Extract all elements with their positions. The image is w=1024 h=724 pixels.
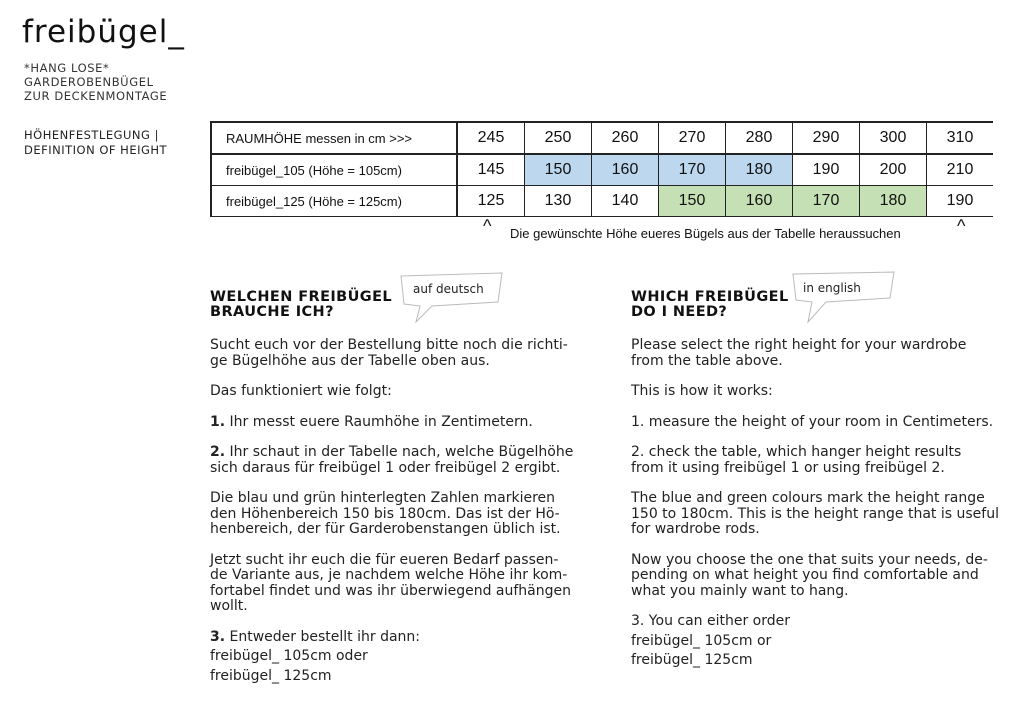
step-2 [210, 445, 580, 476]
hanger-cell: 130 [525, 186, 592, 217]
paragraph [210, 338, 580, 369]
option: freibügel_ 125cm [631, 652, 753, 668]
hanger-cell: 190 [793, 154, 860, 186]
section-title [24, 128, 167, 158]
step-1: 1. measure the height of your room in Centimeters. [631, 413, 994, 430]
hanger-cell: 210 [927, 154, 994, 186]
option: freibügel_ 125cm [210, 667, 332, 684]
caret-marker: ^ [957, 216, 966, 236]
paragraph [631, 338, 1001, 369]
tagline-line: GARDEROBENBÜGEL [24, 75, 154, 89]
step-number: 1. [210, 413, 226, 430]
title-line: WHICH FREIBÜGEL [631, 289, 789, 305]
title-line: BRAUCHE ICH? [210, 304, 334, 320]
section-title-line: DEFINITION OF HEIGHT [24, 143, 168, 157]
text-line: Please select the right height for your wardrobe [631, 337, 967, 353]
step-1 [210, 415, 580, 431]
brand-logo: freibügel_ [22, 14, 185, 50]
text-line: Die blau und grün hinterlegten Zahlen markieren [210, 490, 556, 506]
text-line: Ihr messt euere Raumhöhe in Zentimetern. [225, 413, 533, 430]
table-row [211, 186, 993, 217]
hanger-cell: 145 [457, 154, 525, 186]
text-line: 150 to 180cm. This is the height range that is useful [631, 505, 999, 522]
paragraph: Das funktioniert wie folgt: [210, 383, 392, 399]
step-number: 2. [210, 444, 226, 460]
room-height-cell: 290 [793, 122, 860, 154]
text-line: wollt. [210, 598, 248, 614]
text-line: de Variante aus, je nachdem welche Höhe ihr kom- [210, 567, 568, 583]
text-line: Jetzt sucht ihr euch die für eueren Bedarf passen- [210, 551, 559, 568]
room-height-cell: 300 [860, 122, 927, 154]
hanger-cell: 200 [860, 154, 927, 186]
english-column [631, 290, 1001, 673]
caret-marker: ^ [483, 216, 492, 236]
row-label: freibügel_105 (Höhe = 105cm) [211, 154, 457, 186]
hanger-cell-highlight: 170 [659, 154, 726, 186]
hanger-cell: 140 [592, 186, 659, 217]
step-2 [631, 445, 1001, 476]
table-row [211, 154, 993, 186]
hanger-cell-highlight: 180 [860, 186, 927, 217]
text-line: 2. check the table, which hanger height results [631, 444, 962, 460]
tagline-line: ZUR DECKENMONTAGE [24, 89, 168, 103]
text-line: den Höhenbereich 150 bis 180cm. Das ist der Hö- [210, 505, 560, 522]
paragraph [631, 491, 1001, 538]
room-height-cell: 270 [659, 122, 726, 154]
room-height-cell: 245 [457, 122, 525, 154]
text-line: ge Bügelhöhe aus der Tabelle oben aus. [210, 352, 490, 369]
text-line: Sucht euch vor der Bestellung bitte noch die richti- [210, 337, 568, 353]
step-3: 3. You can either order [631, 613, 791, 629]
tagline [24, 61, 167, 103]
room-height-cell: 260 [592, 122, 659, 154]
text-line: Now you choose the one that suits your needs, de- [631, 551, 988, 568]
hanger-cell-highlight: 160 [592, 154, 659, 186]
option: freibügel_ 105cm or [631, 632, 772, 649]
paragraph [631, 553, 1001, 600]
tagline-line: *HANG LOSE* [24, 61, 110, 75]
room-height-cell: 250 [525, 122, 592, 154]
room-height-cell: 310 [927, 122, 994, 154]
text-line: pending on what height you find comfortable and [631, 567, 979, 583]
paragraph: This is how it works: [631, 383, 773, 399]
section-title-line: HÖHENFESTLEGUNG | [24, 128, 159, 142]
text-line: Ihr schaut in der Tabelle nach, welche Bügelhöhe [225, 444, 574, 460]
text-line: Entweder bestellt ihr dann: [225, 628, 421, 645]
text-line: henbereich, der für Garderobenstangen üblich ist. [210, 521, 561, 537]
table-note: Die gewünschte Höhe eueres Bügels aus der Tabelle heraussuchen [510, 226, 901, 241]
text-line: The blue and green colours mark the height range [631, 490, 985, 506]
hanger-cell-highlight: 180 [726, 154, 793, 186]
title-line: DO I NEED? [631, 304, 728, 320]
text-line: from it using freibügel 1 or using freibügel 2. [631, 459, 945, 476]
text-line: sich daraus für freibügel 1 oder freibügel 2 ergibt. [210, 459, 561, 476]
room-height-cell: 280 [726, 122, 793, 154]
row-label: freibügel_125 (Höhe = 125cm) [211, 186, 457, 217]
step-number: 3. [210, 628, 226, 645]
paragraph [210, 553, 580, 615]
text-line: from the table above. [631, 352, 783, 369]
text-line: fortabel findet und was ihr überwiegend aufhängen [210, 582, 571, 599]
step-3 [210, 630, 580, 646]
option: freibügel_ 105cm oder [210, 648, 368, 664]
german-title [210, 290, 580, 320]
english-title [631, 290, 1001, 320]
bubble-label-en: in english [803, 281, 861, 295]
text-line: what you mainly want to hang. [631, 582, 849, 599]
hanger-cell-highlight: 160 [726, 186, 793, 217]
text-line: for wardrobe rods. [631, 521, 760, 537]
german-column [210, 290, 580, 688]
height-table [210, 121, 993, 217]
title-line: WELCHEN FREIBÜGEL [210, 289, 393, 305]
hanger-cell-highlight: 170 [793, 186, 860, 217]
header-label: RAUMHÖHE messen in cm >>> [211, 122, 457, 154]
hanger-cell: 190 [927, 186, 994, 217]
hanger-cell-highlight: 150 [525, 154, 592, 186]
table-header-row [211, 122, 993, 154]
hanger-cell-highlight: 150 [659, 186, 726, 217]
bubble-label-de: auf deutsch [413, 282, 484, 296]
hanger-cell: 125 [457, 186, 525, 217]
paragraph [210, 491, 580, 538]
